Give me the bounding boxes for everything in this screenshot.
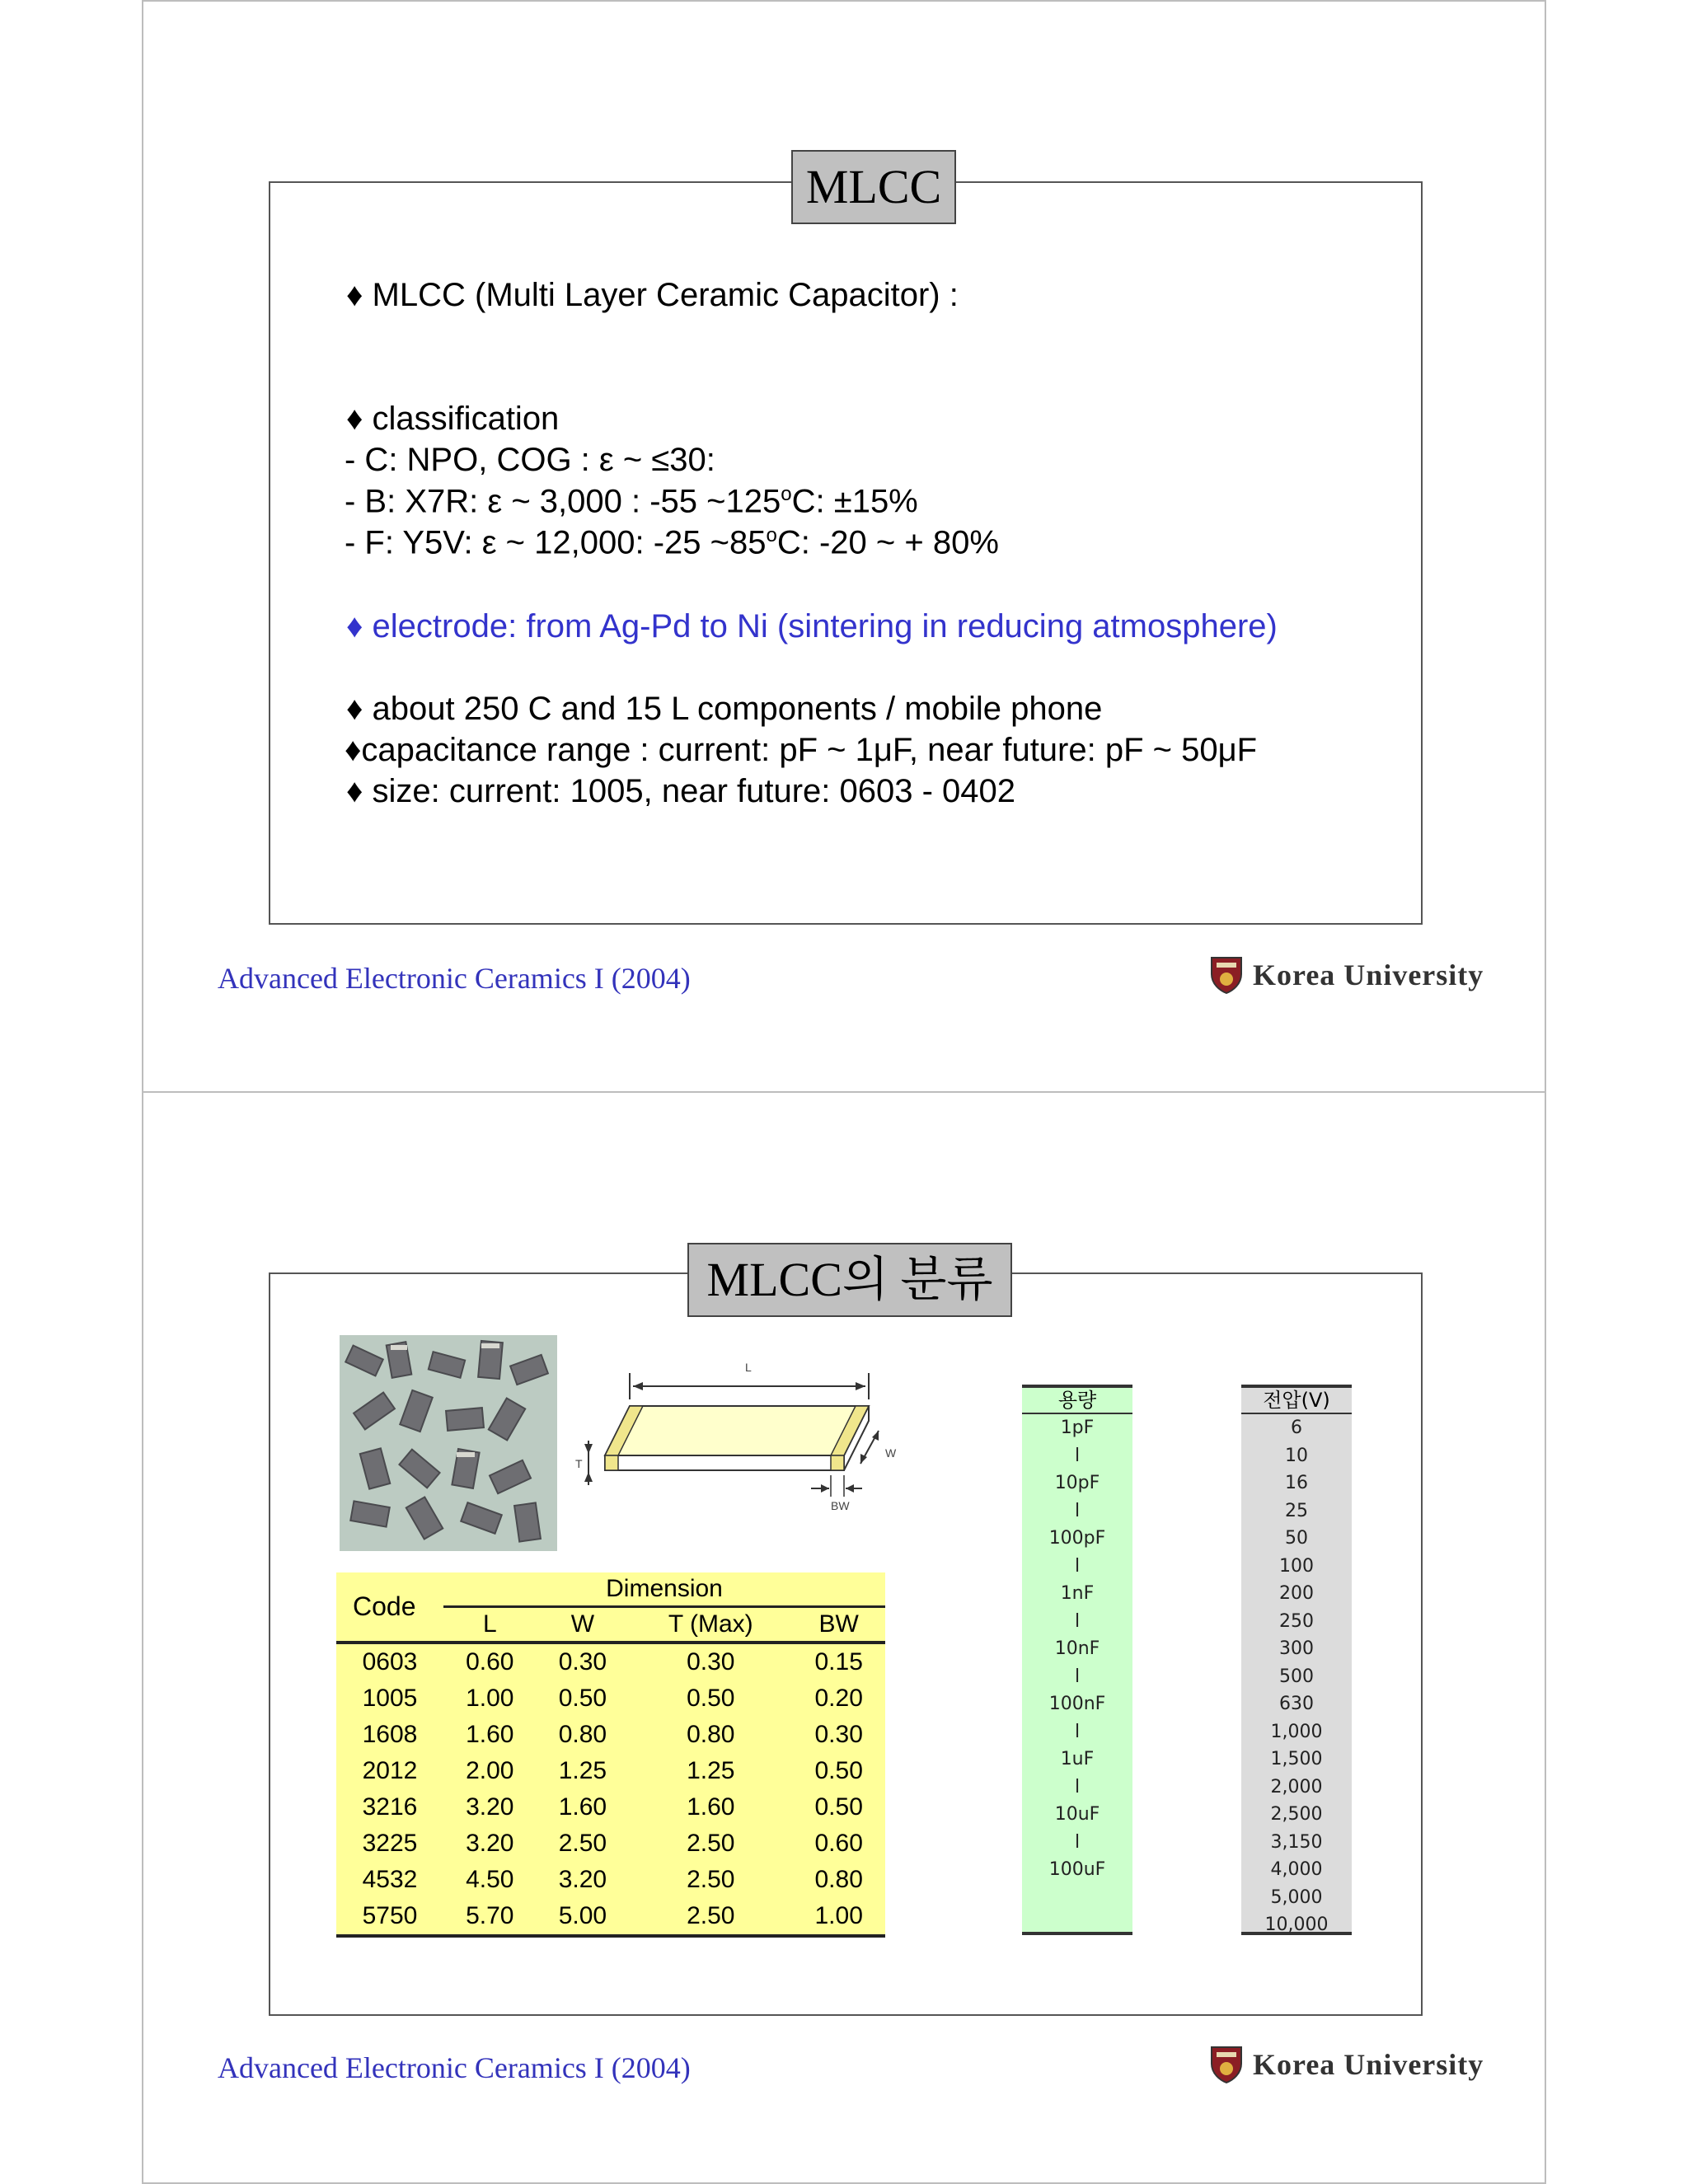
table-cell: 0.50 — [558, 1685, 607, 1712]
voltage-item: 2,000 — [1270, 1776, 1323, 1797]
degree-sup: o — [766, 524, 777, 546]
table-cell: 2012 — [362, 1757, 418, 1784]
components-line — [346, 691, 1102, 728]
table-cell: 1.25 — [558, 1757, 607, 1784]
table-row — [336, 1898, 885, 1936]
slide-1 — [142, 0, 1546, 1093]
capacitance-line — [345, 732, 1257, 769]
table-row — [336, 1825, 885, 1862]
class-f-line — [345, 524, 999, 561]
voltage-column — [1241, 1385, 1352, 1935]
electrode-line — [346, 608, 1278, 645]
slide-1-title: MLCC — [791, 150, 956, 224]
table-cell: 0.20 — [814, 1685, 863, 1712]
table-cell: 5.70 — [466, 1902, 514, 1929]
diagram-label-bw: BW — [831, 1499, 850, 1512]
table-cell: 0.15 — [814, 1648, 863, 1675]
class-f-pre: - F: Y5V: ε ~ 12,000: -25 ~85 — [345, 524, 767, 561]
size-line — [346, 773, 1015, 810]
subheader-bw: BW — [818, 1610, 859, 1638]
table-row — [336, 1717, 885, 1753]
table-cell: 0.80 — [687, 1721, 735, 1748]
table-cell: 3216 — [362, 1793, 418, 1821]
table-row — [336, 1680, 885, 1717]
table-cell: 0.50 — [814, 1757, 863, 1784]
table-cell: 0.80 — [814, 1866, 863, 1893]
dimension-table — [336, 1572, 885, 1937]
voltage-item: 2,500 — [1270, 1804, 1323, 1825]
korea-university-text: Korea University — [1253, 958, 1484, 991]
table-cell: 1.60 — [687, 1793, 735, 1821]
table-cell: 0.50 — [814, 1793, 863, 1821]
size-text: size: current: 1005, near future: 0603 - 0402 — [372, 773, 1016, 809]
capacitance-item: l — [1074, 1721, 1081, 1742]
table-cell: 2.00 — [466, 1757, 514, 1784]
footer-course: Advanced Electronic Ceramics I (2004) — [218, 2051, 691, 2084]
dimension-header: Dimension — [443, 1572, 885, 1607]
slide-2-title: MLCC의 분류 — [687, 1243, 1012, 1317]
table-cell: 2.50 — [687, 1902, 735, 1929]
voltage-item: 10 — [1285, 1445, 1308, 1466]
table-cell: 1.25 — [687, 1757, 735, 1784]
bullet: ♦ — [345, 732, 362, 768]
table-cell: 3.20 — [466, 1793, 514, 1821]
voltage-item: 1,000 — [1270, 1721, 1323, 1742]
table-cell: 3225 — [362, 1830, 418, 1857]
table-cell: 5750 — [362, 1902, 418, 1929]
capacitance-item: l — [1074, 1445, 1081, 1466]
voltage-item: 10,000 — [1264, 1915, 1329, 1935]
table-cell: 1608 — [362, 1721, 418, 1748]
table-cell: 0.60 — [466, 1648, 514, 1675]
diagram-label-w: W — [885, 1446, 897, 1460]
table-cell: 2.50 — [687, 1866, 735, 1893]
table-cell: 1.60 — [466, 1721, 514, 1748]
bullet: ♦ — [346, 691, 363, 727]
voltage-item: 5,000 — [1270, 1886, 1323, 1908]
diagram-label-l: L — [745, 1361, 752, 1374]
table-cell: 0.30 — [558, 1648, 607, 1675]
capacitance-item: l — [1074, 1555, 1081, 1577]
table-row — [336, 1643, 885, 1680]
bullet: ♦ — [346, 773, 363, 809]
table-cell: 0.60 — [814, 1830, 863, 1857]
table-cell: 1005 — [362, 1685, 418, 1712]
table-cell: 2.50 — [687, 1830, 735, 1857]
capacitance-item: 100uF — [1048, 1859, 1106, 1880]
table-cell: 3.20 — [558, 1866, 607, 1893]
shield-icon — [1210, 2046, 1243, 2083]
shield-icon — [1210, 956, 1243, 994]
class-b-post: C: ±15% — [791, 483, 918, 520]
subheader-l: L — [482, 1610, 497, 1638]
capacitance-item: l — [1074, 1831, 1081, 1853]
mlcc-definition-text: MLCC (Multi Layer Ceramic Capacitor) : — [372, 277, 959, 313]
class-c-line: - C: NPO, COG : ε ~ ≤30: — [345, 442, 715, 478]
table-cell: 4532 — [362, 1866, 418, 1893]
table-cell: 4.50 — [466, 1866, 514, 1893]
degree-sup: o — [781, 483, 792, 505]
bullet: ♦ — [346, 401, 363, 437]
code-header: Code — [353, 1591, 416, 1621]
components-text: about 250 C and 15 L components / mobile phone — [372, 691, 1103, 727]
capacitance-item: l — [1074, 1776, 1081, 1797]
table-row — [336, 1753, 885, 1789]
voltage-item: 630 — [1279, 1694, 1314, 1714]
voltage-item: 200 — [1279, 1583, 1314, 1604]
table-cell: 0603 — [362, 1648, 418, 1675]
class-b-pre: - B: X7R: ε ~ 3,000 : -55 ~125 — [345, 483, 781, 520]
capacitance-item: 1nF — [1060, 1583, 1095, 1604]
table-row — [336, 1862, 885, 1898]
subheader-t-max: T (Max) — [668, 1610, 753, 1638]
capacitance-item: l — [1074, 1666, 1081, 1687]
voltage-item: 1,500 — [1270, 1749, 1323, 1769]
capacitance-item: 100nF — [1048, 1694, 1106, 1714]
capacitance-item: 10pF — [1054, 1473, 1100, 1493]
table-cell: 0.30 — [814, 1721, 863, 1748]
table-cell: 5.00 — [558, 1902, 607, 1929]
capacitance-column — [1022, 1385, 1132, 1935]
capacitance-header: 용량 — [1022, 1388, 1132, 1414]
voltage-item: 50 — [1285, 1528, 1308, 1549]
korea-university-logo — [1210, 954, 1484, 996]
capacitance-item: 100pF — [1048, 1528, 1106, 1549]
table-cell: 0.30 — [687, 1648, 735, 1675]
voltage-item: 3,150 — [1270, 1831, 1323, 1853]
korea-university-text: Korea University — [1253, 2048, 1484, 2081]
capacitance-item: l — [1074, 1610, 1081, 1632]
voltage-item: 6 — [1291, 1418, 1302, 1438]
table-cell: 3.20 — [466, 1830, 514, 1857]
class-f-post: C: -20 ~ + 80% — [776, 524, 999, 561]
bullet: ♦ — [346, 277, 363, 313]
classification-line — [346, 401, 559, 438]
table-cell: 1.00 — [814, 1902, 863, 1929]
voltage-item: 16 — [1285, 1473, 1308, 1493]
table-row — [336, 1789, 885, 1825]
footer-course: Advanced Electronic Ceramics I (2004) — [218, 962, 691, 995]
bullet: ♦ — [346, 608, 363, 644]
subheader-w: W — [570, 1610, 595, 1638]
voltage-item: 250 — [1279, 1610, 1314, 1632]
capacitance-text: capacitance range : current: pF ~ 1μF, near future: pF ~ 50μF — [361, 732, 1258, 768]
mlcc-definition-line — [346, 277, 959, 314]
mlcc-chips-photo — [340, 1335, 557, 1551]
diagram-label-t: T — [575, 1457, 583, 1470]
voltage-item: 25 — [1285, 1500, 1308, 1521]
voltage-item: 300 — [1279, 1638, 1314, 1659]
capacitance-item: 1uF — [1060, 1749, 1095, 1769]
table-cell: 2.50 — [558, 1830, 607, 1857]
capacitance-item: 10nF — [1054, 1638, 1100, 1659]
capacitance-item: l — [1074, 1500, 1081, 1521]
korea-university-logo — [1210, 2044, 1484, 2085]
table-cell: 0.80 — [558, 1721, 607, 1748]
table-cell: 0.50 — [687, 1685, 735, 1712]
table-cell: 1.00 — [466, 1685, 514, 1712]
capacitance-item: 1pF — [1060, 1418, 1095, 1438]
slide-2 — [142, 1091, 1546, 2184]
chip-dimension-diagram — [572, 1348, 902, 1521]
electrode-text: electrode: from Ag-Pd to Ni (sintering in reducing atmosphere) — [372, 608, 1278, 644]
voltage-item: 500 — [1279, 1666, 1314, 1687]
voltage-item: 4,000 — [1270, 1859, 1323, 1880]
capacitance-item: 10uF — [1054, 1804, 1100, 1825]
voltage-item: 100 — [1279, 1555, 1314, 1577]
voltage-header: 전압(V) — [1241, 1388, 1352, 1414]
table-cell: 1.60 — [558, 1793, 607, 1821]
class-b-line — [345, 483, 918, 520]
classification-text: classification — [372, 401, 560, 437]
